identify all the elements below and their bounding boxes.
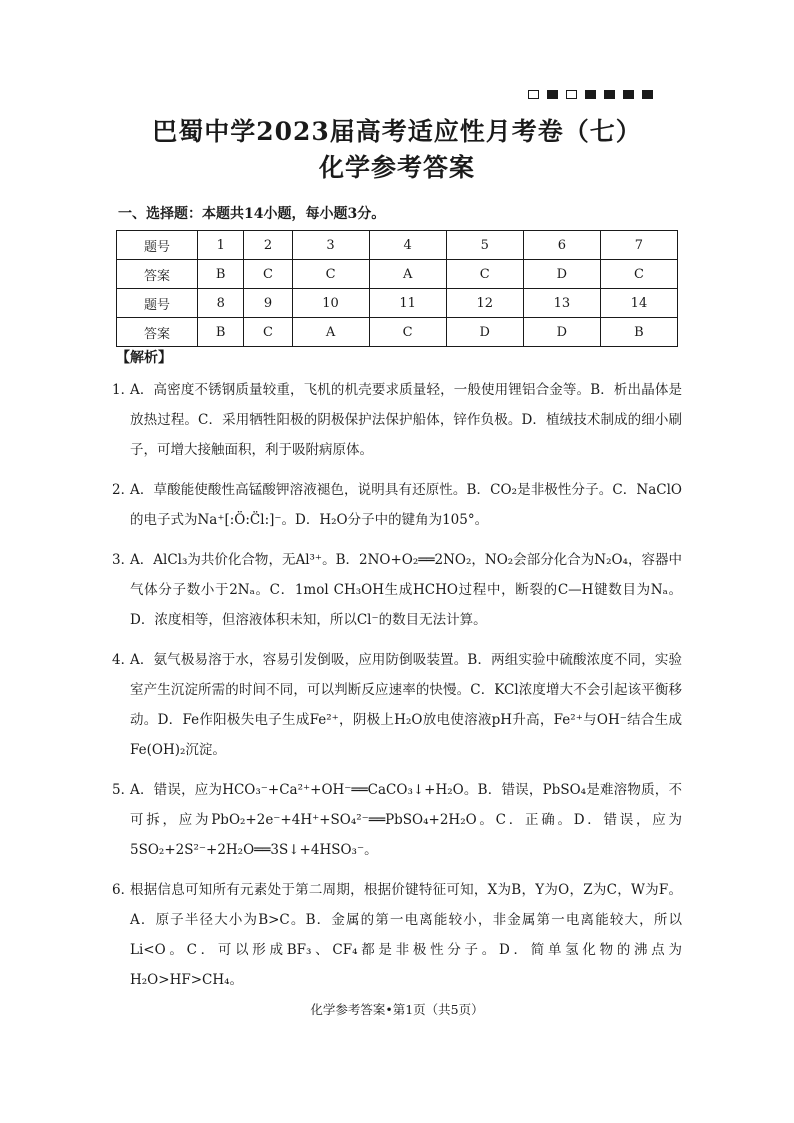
item-number: 3． [112,552,135,568]
item-text: A．高密度不锈钢质量较重，飞机的机壳要求质量轻，一般使用锂铝合金等。B．析出晶体是放热过程。C．采用牺牲阳极的阴极保护法保护船体，锌作负极。D．植绒技术制成的细小刷子，可增大接触面积，利于吸附病原体。 [130,382,682,458]
table-cell: 3 [292,231,369,260]
square-filled-icon [585,90,596,99]
table-cell: 6 [523,231,600,260]
square-outline-icon [528,90,539,99]
corner-marks [528,90,653,99]
item-number: 2． [112,482,135,498]
table-row [117,260,678,289]
item-number: 4． [112,652,135,668]
square-filled-icon [604,90,615,99]
table-cell: 12 [446,289,523,318]
square-filled-icon [547,90,558,99]
row-label: 题号 [117,289,198,318]
square-filled-icon [642,90,653,99]
item-text: A．氨气极易溶于水，容易引发倒吸，应用防倒吸装置。B．两组实验中硫酸浓度不同，实验室产生沉淀所需的时间不同，可以判断反应速率的快慢。C．KCl浓度增大不会引起该平衡移动。D．Fe作阳极失电子生成Fe²⁺，阴极上H₂O放电使溶液pH升高，Fe²⁺与OH⁻结合生成Fe(OH)₂沉淀。 [130,652,682,758]
table-cell: 1 [198,231,244,260]
item-text: A．错误，应为HCO₃⁻+Ca²⁺+OH⁻══CaCO₃↓+H₂O。B．错误，PbSO₄是难溶物质，不可拆，应为PbO₂+2e⁻+4H⁺+SO₄²⁻══PbSO₄+2H₂O。C．正确。D．错误，应为5SO₂+2S²⁻+2H₂O══3S↓+4HSO₃⁻。 [130,782,682,858]
item-number: 1． [112,382,135,398]
table-cell: C [292,260,369,289]
page-footer: 化学参考答案•第1页（共5页） [310,1002,484,1017]
document-subtitle: 化学参考答案 [318,153,475,182]
item-text: 根据信息可知所有元素处于第二周期，根据价键特征可知，X为B，Y为O，Z为C，W为F。A．原子半径大小为B>C。B．金属的第一电离能较小，非金属第一电离能较大，所以Li<O。C．可以形成BF₃、CF₄都是非极性分子。D．简单氢化物的沸点为H₂O>HF>CH₄。 [130,882,682,988]
table-cell: C [244,260,292,289]
list-item [112,475,682,535]
list-item [112,545,682,635]
table-cell: 4 [369,231,446,260]
item-text: A．草酸能使酸性高锰酸钾溶液褪色，说明具有还原性。B．CO₂是非极性分子。C．NaClO的电子式为Na⁺[:Ö:C̈l:]⁻。D．H₂O分子中的键角为105°。 [130,482,682,528]
square-filled-icon [623,90,634,99]
table-cell: 10 [292,289,369,318]
list-item [112,375,682,465]
row-label: 题号 [117,231,198,260]
table-cell: B [198,260,244,289]
row-label: 答案 [117,260,198,289]
table-cell: A [292,318,369,347]
table-row [117,318,678,347]
item-text: A．AlCl₃为共价化合物，无Al³⁺。B．2NO+O₂══2NO₂，NO₂会部分化合为N₂O₄，容器中气体分子数小于2Nₐ。C．1mol CH₃OH生成HCHO过程中，断裂的C—H键数目为Nₐ。D．浓度相等，但溶液体积未知，所以Cl⁻的数目无法计算。 [130,552,682,628]
table-cell: C [369,318,446,347]
row-label: 答案 [117,318,198,347]
table-cell: A [369,260,446,289]
table-cell: 8 [198,289,244,318]
square-outline-icon [566,90,577,99]
table-cell: B [600,318,677,347]
item-number: 6． [112,882,135,898]
table-cell: C [446,260,523,289]
table-cell: 13 [523,289,600,318]
list-item [112,775,682,865]
table-cell: D [446,318,523,347]
table-cell: 7 [600,231,677,260]
list-item [112,645,682,765]
analysis-heading: 【解析】 [116,350,172,366]
table-cell: B [198,318,244,347]
table-cell: 2 [244,231,292,260]
list-item [112,875,682,995]
table-cell: D [523,318,600,347]
table-cell: 11 [369,289,446,318]
table-cell: 5 [446,231,523,260]
table-cell: C [600,260,677,289]
exam-title: 巴蜀中学2023届高考适应性月考卷（七） [152,117,642,146]
table-cell: C [244,318,292,347]
table-cell: 14 [600,289,677,318]
table-row [117,289,678,318]
table-cell: 9 [244,289,292,318]
table-row [117,231,678,260]
analysis-list [112,375,682,1005]
section-heading: 一、选择题：本题共14小题，每小题3分。 [118,206,386,222]
item-number: 5． [112,782,135,798]
answer-table [116,230,678,347]
table-cell: D [523,260,600,289]
